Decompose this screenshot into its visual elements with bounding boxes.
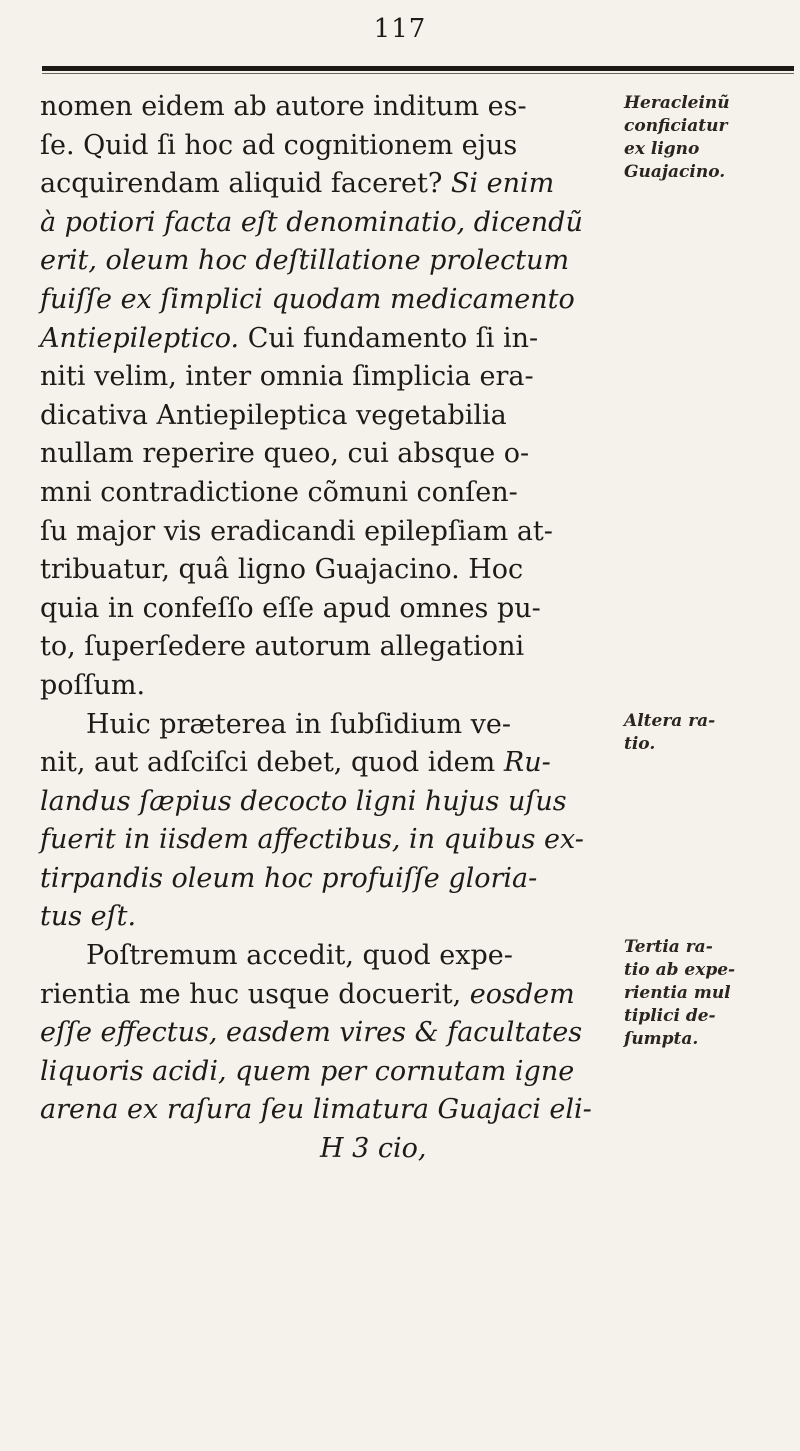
text-line-tail: Cui fundamento ſi in- [247,322,539,354]
text-line [40,628,622,667]
text-line-segment: eſſe effectus, easdem vires & facultates [40,1017,583,1049]
text-line-segment: tus eſt. [40,901,137,933]
text-line [40,860,622,899]
text-line-segment: dicativa Antiepileptica vegetabilia [40,399,507,431]
text-line-segment: rientia me huc usque docuerit, [40,978,462,1010]
text-line-segment: ſe. Quid ſi hoc ad cognitionem ejus [40,129,518,161]
text-line-tail: Si enim [450,168,555,200]
margin-note-1 [624,92,796,184]
main-text-column [40,88,622,1169]
page-number: 117 [373,14,427,44]
text-line [40,127,622,166]
text-line [40,898,622,937]
text-line-segment: quia in confeſſo eſſe apud omnes pu- [40,592,541,624]
margin-note-2 [624,710,796,756]
text-line [40,435,622,474]
text-line [40,706,622,745]
margin-note-line: ſumpta. [624,1029,699,1049]
text-line [40,1091,622,1130]
text-line [40,397,622,436]
text-line [40,88,622,127]
text-line [40,744,622,783]
text-line-segment: landus ſæpius decocto ligni hujus uſus [40,785,567,817]
text-line-segment: Antiepileptico. [40,322,240,354]
text-line [40,551,622,590]
text-line-tail: eosdem [469,978,575,1010]
text-line-segment: tirpandis oleum hoc profuiſſe gloria- [40,862,538,894]
text-line [40,281,622,320]
text-line-segment: fuerit in iisdem affectibus, in quibus ex- [40,824,584,856]
margin-note-3 [624,936,796,1051]
text-line [40,667,622,706]
text-line [40,590,622,629]
text-line-segment: ſu major vis eradicandi epilepſiam at- [40,515,553,547]
text-line-segment: tribuatur, quâ ligno Guajacino. Hoc [40,554,524,586]
text-line-tail: Ru- [503,747,551,779]
text-line-segment: niti velim, inter omnia ſimplicia era- [40,361,534,393]
text-line [40,320,622,359]
margin-note-line: Altera ra- [624,711,716,731]
text-line-segment: erit, oleum hoc deſtillatione prolectum [40,245,570,277]
text-line-segment: poſſum. [40,669,146,701]
text-line-segment: mni contradictione cõmuni conſen- [40,476,518,508]
text-line [40,204,622,243]
text-line [40,937,622,976]
text-line-segment: acquirendam aliquid faceret? [40,168,443,200]
text-line-segment: Huic præterea in ſubſidium ve- [86,708,511,740]
text-line [40,821,622,860]
text-line-segment: fuiſſe ex ſimplici quodam medicamento [40,283,575,315]
margin-note-line: conficiatur [624,116,728,136]
text-line-segment: Poſtremum accedit, quod expe- [86,940,513,972]
text-line-segment: liquoris acidi, quem per cornutam igne [40,1055,575,1087]
margin-note-line: Guajacino. [624,162,726,182]
margin-note-line: tiplici de- [624,1006,716,1026]
text-line [40,513,622,552]
text-line-segment: nullam reperire queo, cui absque o- [40,438,530,470]
text-line [40,1014,622,1053]
text-line-segment: nomen eidem ab autore inditum es- [40,91,527,122]
header-rule [42,66,794,71]
text-line [40,1130,622,1169]
text-line [40,242,622,281]
text-line [40,1053,622,1092]
text-line [40,976,622,1015]
margin-note-line: ex ligno [624,139,700,159]
margin-note-line: tio. [624,734,656,754]
text-line-segment: nit, aut adſciſci debet, quod idem [40,747,496,779]
text-line [40,358,622,397]
margin-note-line: rientia mul [624,983,731,1003]
margin-note-line: tio ab expe- [624,960,736,980]
text-line [40,165,622,204]
margin-note-line: Tertia ra- [624,937,713,957]
text-line-segment: H 3 cio, [320,1133,427,1165]
text-line [40,783,622,822]
text-line-segment: à potiori facta eſt denominatio, dicendũ [40,206,583,238]
text-line-segment: to, ſuperſedere autorum allegationi [40,631,525,663]
margin-note-line: Heracleinũ [624,93,730,113]
text-line-segment: arena ex raſura ſeu limatura Guajaci eli- [40,1094,592,1126]
text-line [40,474,622,513]
